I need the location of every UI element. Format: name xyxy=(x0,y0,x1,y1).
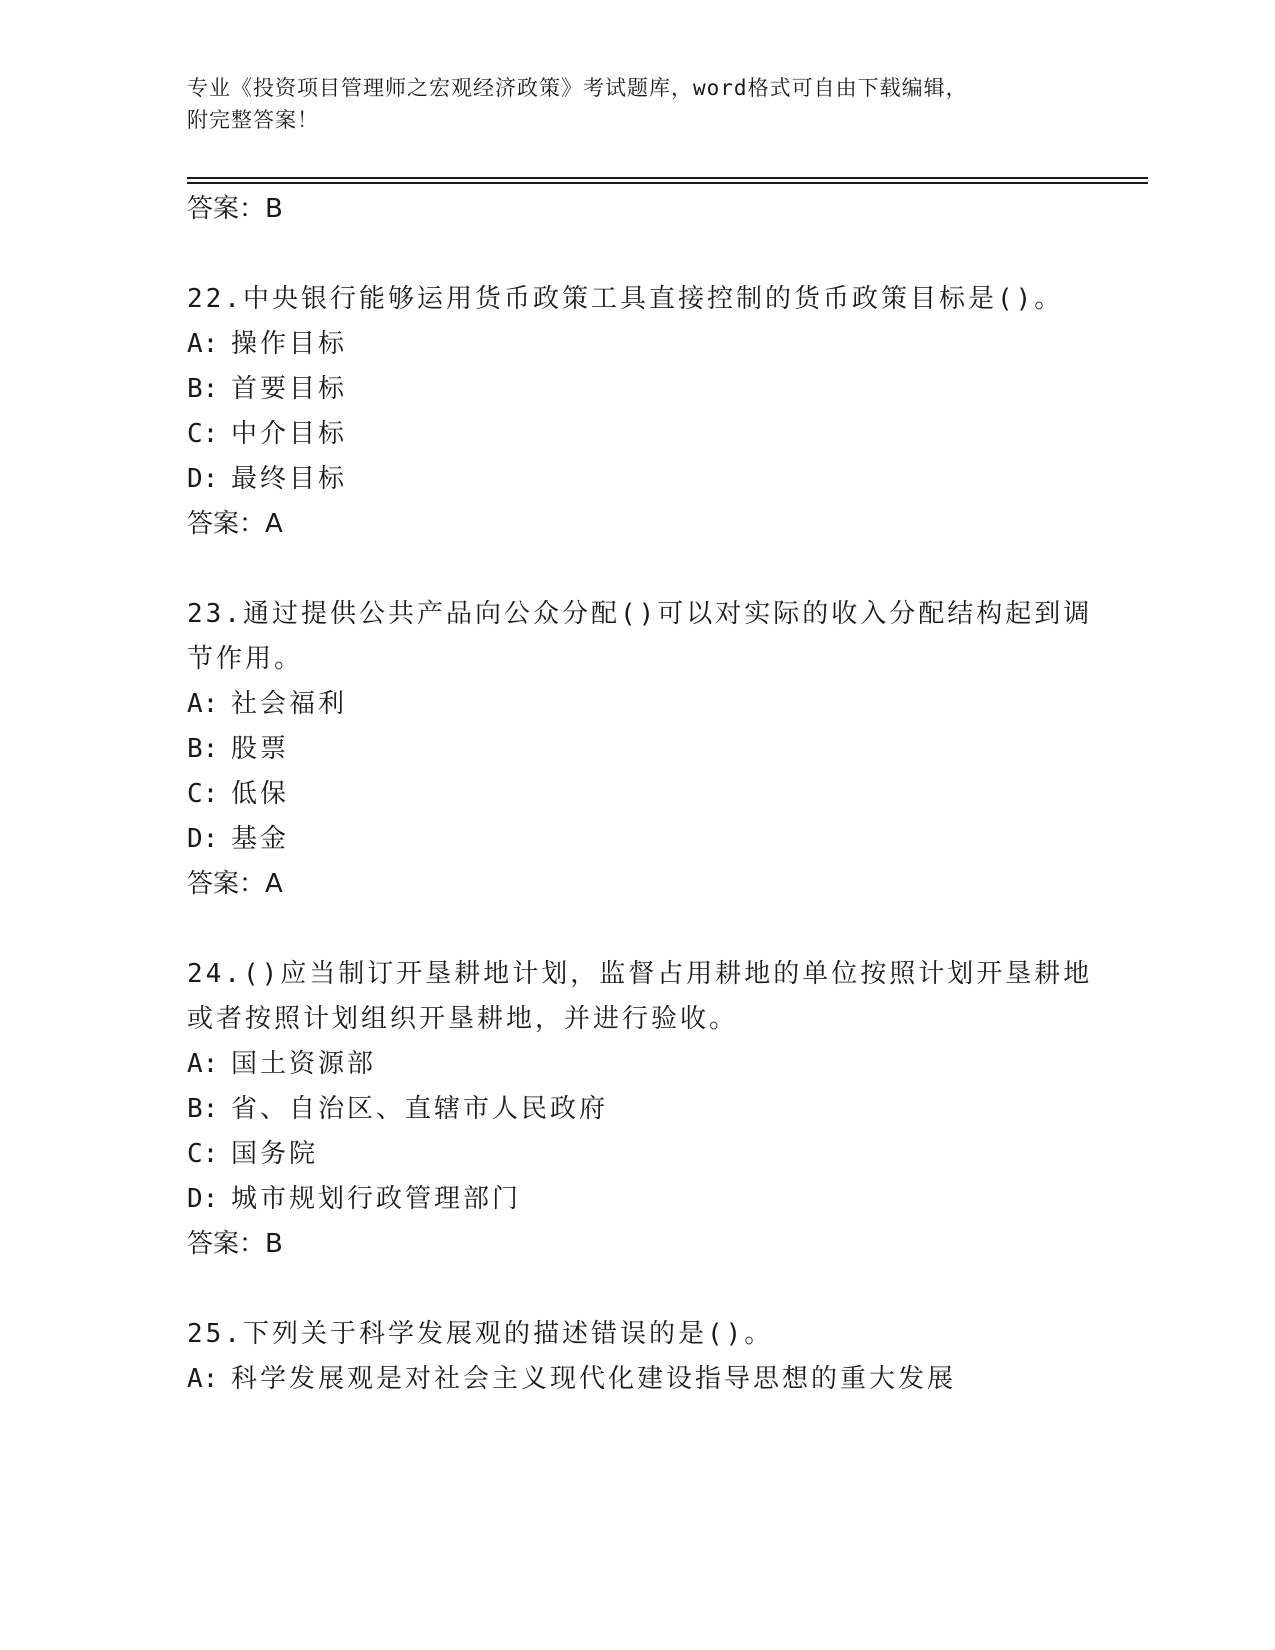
option-text: 低保 xyxy=(231,779,290,809)
option-text: 股票 xyxy=(231,734,290,764)
question-23-option-d xyxy=(187,822,289,856)
option-letter: B: xyxy=(187,1094,219,1124)
option-letter: A: xyxy=(187,1364,219,1394)
question-22-option-b xyxy=(187,372,347,406)
option-letter: B: xyxy=(187,734,219,764)
header-line-1: 专业《投资项目管理师之宏观经济政策》考试题库，word格式可自由下载编辑， xyxy=(187,76,968,100)
option-text: 社会福利 xyxy=(231,689,348,719)
option-text: 基金 xyxy=(231,824,290,854)
question-23-text-line-1: 23.通过提供公共产品向公众分配()可以对实际的收入分配结构起到调 xyxy=(187,599,1093,629)
question-23-text-line-2: 节作用。 xyxy=(187,644,304,674)
option-text: 首要目标 xyxy=(231,374,348,404)
option-letter: C: xyxy=(187,1139,219,1169)
question-24-option-b xyxy=(187,1092,608,1126)
option-text: 操作目标 xyxy=(231,329,348,359)
answer-24: 答案：B xyxy=(187,1229,283,1259)
answer-21: 答案：B xyxy=(187,194,283,224)
option-letter: D: xyxy=(187,1184,219,1214)
header-rule-bottom xyxy=(187,182,1148,184)
option-letter: D: xyxy=(187,824,219,854)
option-letter: A: xyxy=(187,1049,219,1079)
question-22-option-d xyxy=(187,462,347,496)
option-letter: C: xyxy=(187,419,219,449)
question-22-text: 22.中央银行能够运用货币政策工具直接控制的货币政策目标是()。 xyxy=(187,284,1064,314)
option-letter: B: xyxy=(187,374,219,404)
question-24-text-line-2: 或者按照计划组织开垦耕地，并进行验收。 xyxy=(187,1004,739,1034)
option-letter: A: xyxy=(187,329,219,359)
option-text: 科学发展观是对社会主义现代化建设指导思想的重大发展 xyxy=(231,1364,957,1394)
question-22-option-c xyxy=(187,417,347,451)
option-text: 城市规划行政管理部门 xyxy=(231,1184,522,1214)
option-text: 国务院 xyxy=(231,1139,319,1169)
answer-22: 答案：A xyxy=(187,509,283,539)
question-24-option-c xyxy=(187,1137,318,1171)
question-24-option-d xyxy=(187,1182,521,1216)
option-letter: C: xyxy=(187,779,219,809)
option-text: 中介目标 xyxy=(231,419,348,449)
option-text: 最终目标 xyxy=(231,464,348,494)
option-text: 国土资源部 xyxy=(231,1049,377,1079)
question-23-option-b xyxy=(187,732,289,766)
question-24-text-line-1: 24.()应当制订开垦耕地计划，监督占用耕地的单位按照计划开垦耕地 xyxy=(187,959,1093,989)
question-23-option-c xyxy=(187,777,289,811)
header-line-2: 附完整答案！ xyxy=(187,108,319,132)
option-text: 省、自治区、直辖市人民政府 xyxy=(231,1094,609,1124)
header-rule-top xyxy=(187,177,1148,179)
option-letter: A: xyxy=(187,689,219,719)
question-22-option-a xyxy=(187,327,347,361)
question-24-option-a xyxy=(187,1047,376,1081)
answer-23: 答案：A xyxy=(187,869,283,899)
option-letter: D: xyxy=(187,464,219,494)
question-23-option-a xyxy=(187,687,347,721)
question-25-text: 25.下列关于科学发展观的描述错误的是()。 xyxy=(187,1319,774,1349)
question-25-option-a xyxy=(187,1362,956,1396)
